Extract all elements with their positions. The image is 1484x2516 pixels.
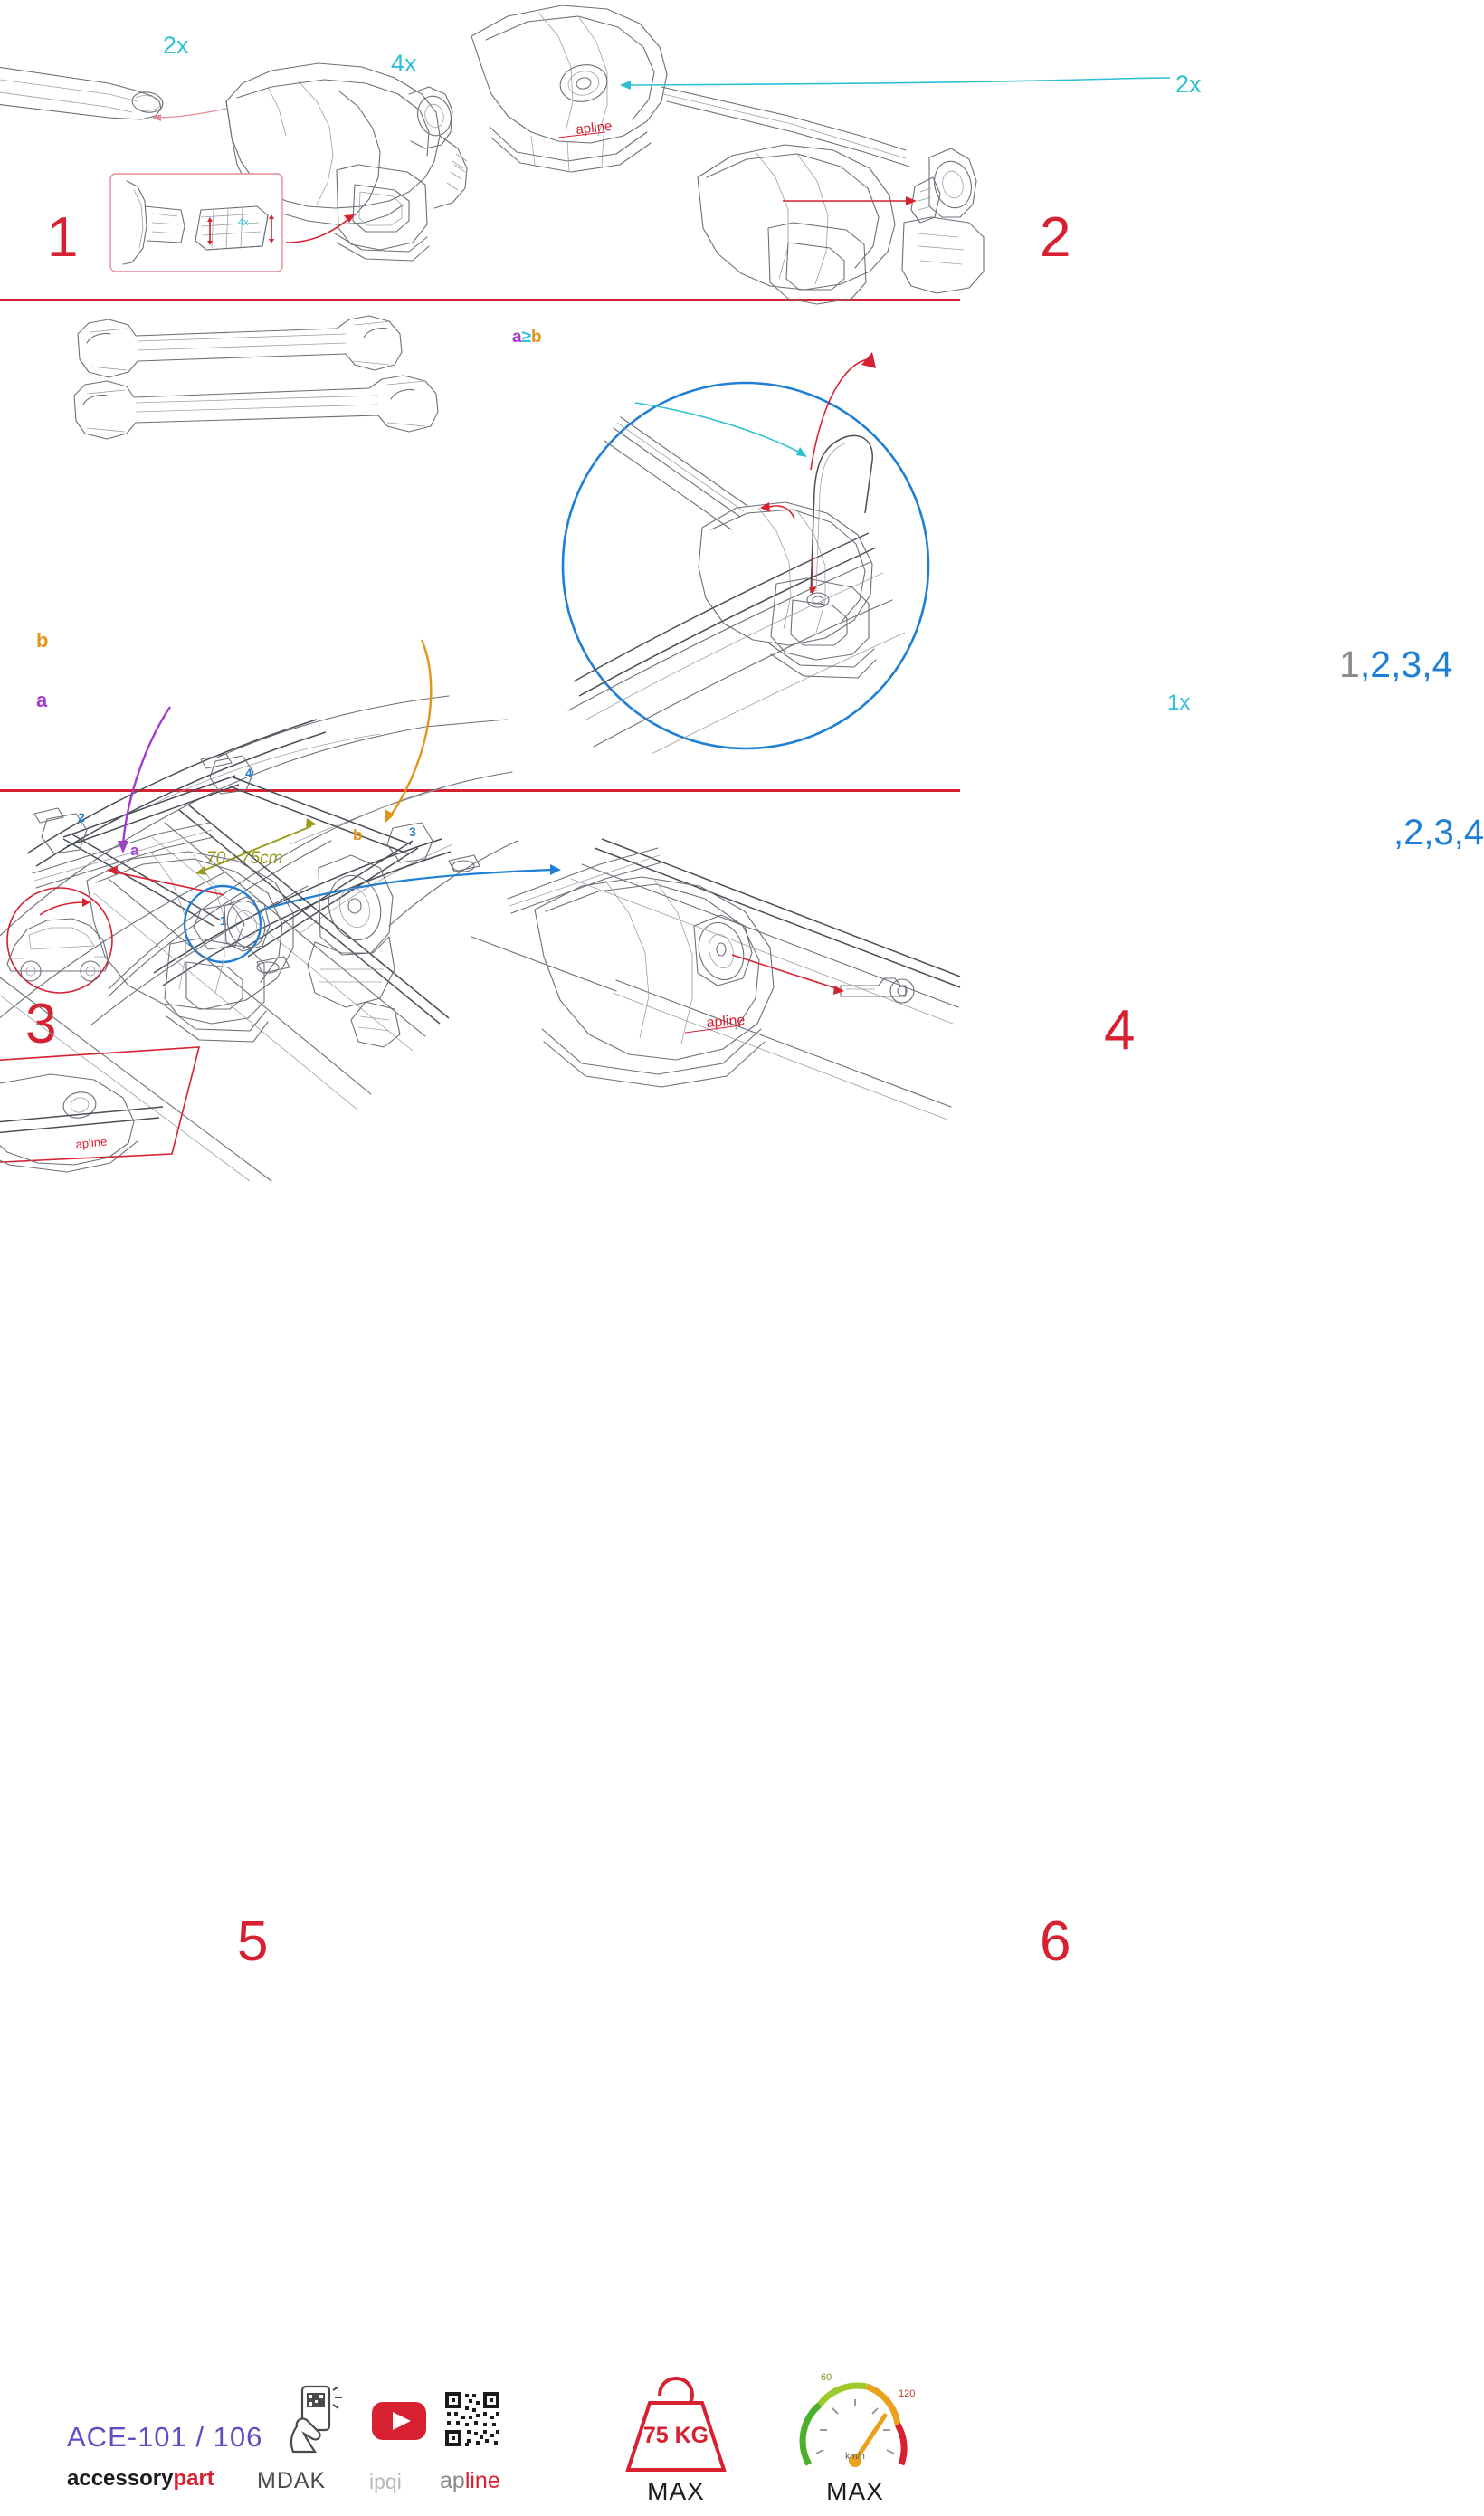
step-panel-6 xyxy=(480,792,1071,1973)
scan-qr-phone-icon xyxy=(288,2385,353,2454)
product-model-code: ACE-101 / 106 xyxy=(67,2421,263,2453)
mount-number-1: 1 xyxy=(220,913,227,928)
step-number-6: 6 xyxy=(1040,1911,1071,1973)
crossbar-drawing xyxy=(0,63,164,119)
brand-ipqi: ipqi xyxy=(369,2470,402,2493)
crossbar-a-drawing xyxy=(74,376,438,439)
allen-key-tool xyxy=(811,435,872,593)
step-panel-1 xyxy=(0,0,480,299)
svg-text:apline: apline xyxy=(706,1013,746,1031)
quantity-label-foot: 4x xyxy=(391,50,417,77)
label-rule-a-ge-b: a≥b xyxy=(512,328,542,347)
label-bar-b: b xyxy=(36,629,49,652)
step-6-illustration xyxy=(480,792,960,1181)
step-number-2: 2 xyxy=(1040,206,1071,269)
step-3-illustration xyxy=(0,301,543,789)
footer-branding-bar xyxy=(0,1181,960,2505)
foot-body xyxy=(535,877,774,1087)
detail-step-number: ,2,3,4 xyxy=(1394,813,1484,853)
label-arrow-b: b xyxy=(353,826,363,843)
quantity-label-lock-cover: 2x xyxy=(1175,71,1202,98)
crossbar-detail xyxy=(604,417,747,529)
max-load-caption: MAX xyxy=(647,2477,705,2505)
mount-number-4: 4 xyxy=(245,766,252,780)
step-number-3: 3 xyxy=(25,993,57,1055)
step-2-illustration xyxy=(480,0,960,299)
speedometer-icon xyxy=(796,2374,914,2483)
brand-apline-part2: line xyxy=(464,2468,500,2493)
pad-detail-inset xyxy=(110,174,282,272)
label-arrow-a: a xyxy=(130,842,139,859)
lock-closeup-inset xyxy=(0,1047,199,1172)
gauge-tick-min: 60 xyxy=(821,2372,832,2383)
svg-text:apline: apline xyxy=(74,1134,108,1151)
roof-rail-detail xyxy=(568,533,905,754)
crossbar xyxy=(508,848,661,913)
quantity-label-pad: 4x xyxy=(238,217,249,228)
brand-accessorypart xyxy=(67,2466,214,2492)
step-panel-3 xyxy=(0,301,543,1055)
crossbar-rail xyxy=(661,87,909,167)
foot-body xyxy=(87,852,293,1042)
measurement-label: 70 - 75cm xyxy=(206,849,283,868)
crossbar xyxy=(33,823,214,888)
max-speed-unit: km/h xyxy=(845,2452,865,2462)
step-number-1: 1 xyxy=(47,206,79,269)
quantity-label-crossbar: 2x xyxy=(163,32,189,59)
step-number-5: 5 xyxy=(237,1911,269,1973)
foot-and-endcap-assembly xyxy=(698,145,984,304)
step-4-illustration xyxy=(543,301,960,789)
roof-rail xyxy=(0,805,449,1181)
mount-number-3: 3 xyxy=(409,824,416,839)
insertion-arrow-red xyxy=(783,196,917,205)
step-panel-5 xyxy=(0,792,480,1973)
mount-number-2: 2 xyxy=(78,810,85,824)
quantity-label-tool: 1x xyxy=(1167,691,1191,715)
max-load-value: 75 KG xyxy=(642,2423,709,2448)
brand-mdak: MDAK xyxy=(257,2468,327,2493)
max-speed-caption: MAX xyxy=(826,2477,884,2505)
gauge-tick-max: 120 xyxy=(899,2388,916,2399)
step-5-illustration xyxy=(0,792,480,1181)
svg-text:apline: apline xyxy=(575,118,614,138)
tightening-sequence-label: 1,2,3,4 xyxy=(1339,643,1453,685)
slide-arrow-red xyxy=(107,866,224,895)
step-number-4: 4 xyxy=(1104,999,1136,1062)
label-bar-a: a xyxy=(36,689,48,711)
lock-callout-cyan xyxy=(620,78,1170,90)
tool-callout-cyan xyxy=(635,403,807,457)
step-panel-2 xyxy=(480,0,1202,299)
brand-accessorypart-part1: accessory xyxy=(67,2466,174,2491)
detail-circle-large xyxy=(563,383,928,748)
crossbar-b-drawing xyxy=(78,316,402,377)
foot-with-lock-cover xyxy=(471,5,667,172)
brand-apline xyxy=(440,2468,500,2494)
qr-code-icon xyxy=(443,2390,501,2448)
key-tool xyxy=(841,978,914,1003)
youtube-icon[interactable] xyxy=(371,2401,427,2441)
brand-apline-part1: ap xyxy=(440,2468,465,2493)
brand-accessorypart-part2: part xyxy=(173,2466,214,2491)
